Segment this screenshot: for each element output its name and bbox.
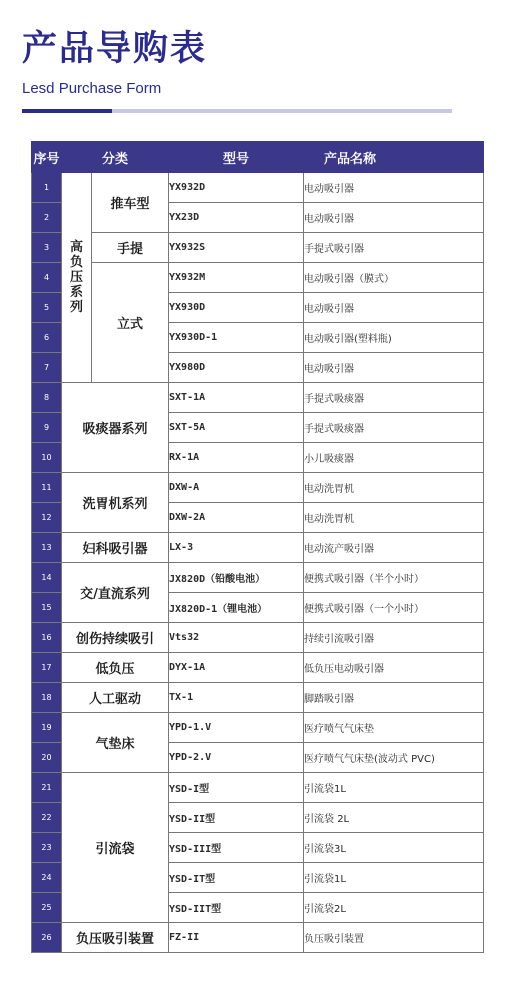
row-index: 12 — [32, 503, 62, 533]
model-cell: FZ-II — [169, 923, 304, 953]
product-name-cell: 医疗喷气气床垫 — [304, 713, 484, 743]
row-index: 7 — [32, 353, 62, 383]
table-row — [32, 773, 484, 803]
column-header-product-name: 产品名称 — [304, 142, 484, 173]
row-index: 14 — [32, 563, 62, 593]
category-cell: 负压吸引装置 — [62, 923, 169, 953]
purchase-guide-table — [31, 141, 484, 953]
product-name-cell: 电动吸引器 — [304, 203, 484, 233]
table-row — [32, 683, 484, 713]
product-name-cell: 低负压电动吸引器 — [304, 653, 484, 683]
product-name-cell: 引流袋1L — [304, 863, 484, 893]
model-cell: SXT-5A — [169, 413, 304, 443]
model-cell: YSD-III型 — [169, 833, 304, 863]
category-cell: 人工驱动 — [62, 683, 169, 713]
category-cell: 创伤持续吸引 — [62, 623, 169, 653]
row-index: 1 — [32, 173, 62, 203]
product-name-cell: 电动吸引器(塑料瓶) — [304, 323, 484, 353]
model-cell: YX932D — [169, 173, 304, 203]
model-cell: YX980D — [169, 353, 304, 383]
table-row — [32, 173, 484, 203]
model-cell: YX930D — [169, 293, 304, 323]
table-row — [32, 263, 484, 293]
row-index: 10 — [32, 443, 62, 473]
table-row — [32, 653, 484, 683]
page-subtitle: Lesd Purchase Form — [22, 80, 162, 97]
product-name-cell: 引流袋2L — [304, 893, 484, 923]
category-cell: 推车型 — [92, 173, 169, 233]
row-index: 9 — [32, 413, 62, 443]
model-cell: JX820D（铅酸电池） — [169, 563, 304, 593]
product-name-cell: 手提式吸痰器 — [304, 413, 484, 443]
table-row — [32, 713, 484, 743]
table-row — [32, 383, 484, 413]
product-name-cell: 电动洗胃机 — [304, 503, 484, 533]
model-cell: Vts32 — [169, 623, 304, 653]
table-header-row — [32, 142, 484, 173]
row-index: 21 — [32, 773, 62, 803]
title-divider-accent — [22, 109, 112, 113]
row-index: 19 — [32, 713, 62, 743]
category-cell: 引流袋 — [62, 773, 169, 923]
model-cell: YSD-IIT型 — [169, 893, 304, 923]
row-index: 22 — [32, 803, 62, 833]
table-row — [32, 623, 484, 653]
row-index: 17 — [32, 653, 62, 683]
product-name-cell: 负压吸引装置 — [304, 923, 484, 953]
category-cell: 交/直流系列 — [62, 563, 169, 623]
category-cell: 气垫床 — [62, 713, 169, 773]
row-index: 4 — [32, 263, 62, 293]
row-index: 23 — [32, 833, 62, 863]
category-cell: 吸痰器系列 — [62, 383, 169, 473]
model-cell: YX930D-1 — [169, 323, 304, 353]
model-cell: YPD-2.V — [169, 743, 304, 773]
model-cell: YSD-IT型 — [169, 863, 304, 893]
product-name-cell: 电动吸引器 — [304, 293, 484, 323]
model-cell: YSD-II型 — [169, 803, 304, 833]
row-index: 26 — [32, 923, 62, 953]
page-title: 产品导购表 — [22, 29, 208, 69]
category-cell: 洗胃机系列 — [62, 473, 169, 533]
product-name-cell: 手提式吸痰器 — [304, 383, 484, 413]
product-name-cell: 小儿吸痰器 — [304, 443, 484, 473]
category-cell: 妇科吸引器 — [62, 533, 169, 563]
product-name-cell: 引流袋1L — [304, 773, 484, 803]
product-name-cell: 电动洗胃机 — [304, 473, 484, 503]
category-cell: 手提 — [92, 233, 169, 263]
model-cell: RX-1A — [169, 443, 304, 473]
table-row — [32, 473, 484, 503]
product-name-cell: 持续引流吸引器 — [304, 623, 484, 653]
table-row — [32, 233, 484, 263]
model-cell: DYX-1A — [169, 653, 304, 683]
row-index: 24 — [32, 863, 62, 893]
row-index: 16 — [32, 623, 62, 653]
model-cell: YX23D — [169, 203, 304, 233]
model-cell: SXT-1A — [169, 383, 304, 413]
model-cell: DXW-2A — [169, 503, 304, 533]
product-name-cell: 引流袋3L — [304, 833, 484, 863]
model-cell: DXW-A — [169, 473, 304, 503]
product-name-cell: 便携式吸引器（一个小时） — [304, 593, 484, 623]
model-cell: LX-3 — [169, 533, 304, 563]
category-cell: 低负压 — [62, 653, 169, 683]
product-name-cell: 电动吸引器（膜式） — [304, 263, 484, 293]
row-index: 5 — [32, 293, 62, 323]
product-name-cell: 便携式吸引器（半个小时） — [304, 563, 484, 593]
column-header-index: 序号 — [32, 142, 62, 173]
row-index: 11 — [32, 473, 62, 503]
product-name-cell: 电动流产吸引器 — [304, 533, 484, 563]
row-index: 8 — [32, 383, 62, 413]
model-cell: YPD-1.V — [169, 713, 304, 743]
column-header-category: 分类 — [62, 142, 169, 173]
row-index: 3 — [32, 233, 62, 263]
table-row — [32, 533, 484, 563]
product-name-cell: 电动吸引器 — [304, 173, 484, 203]
row-index: 13 — [32, 533, 62, 563]
column-header-model: 型号 — [169, 142, 304, 173]
model-cell: JX820D-1（锂电池） — [169, 593, 304, 623]
row-index: 15 — [32, 593, 62, 623]
table-row — [32, 923, 484, 953]
row-index: 20 — [32, 743, 62, 773]
table-row — [32, 563, 484, 593]
model-cell: TX-1 — [169, 683, 304, 713]
model-cell: YSD-I型 — [169, 773, 304, 803]
model-cell: YX932M — [169, 263, 304, 293]
product-name-cell: 脚踏吸引器 — [304, 683, 484, 713]
row-index: 2 — [32, 203, 62, 233]
row-index: 18 — [32, 683, 62, 713]
category-cell: 立式 — [92, 263, 169, 383]
product-name-cell: 医疗喷气气床垫(波动式 PVC) — [304, 743, 484, 773]
row-index: 25 — [32, 893, 62, 923]
product-name-cell: 手提式吸引器 — [304, 233, 484, 263]
category-group-high-negative: 高负压系列 — [62, 173, 92, 383]
row-index: 6 — [32, 323, 62, 353]
product-name-cell: 引流袋 2L — [304, 803, 484, 833]
model-cell: YX932S — [169, 233, 304, 263]
product-name-cell: 电动吸引器 — [304, 353, 484, 383]
